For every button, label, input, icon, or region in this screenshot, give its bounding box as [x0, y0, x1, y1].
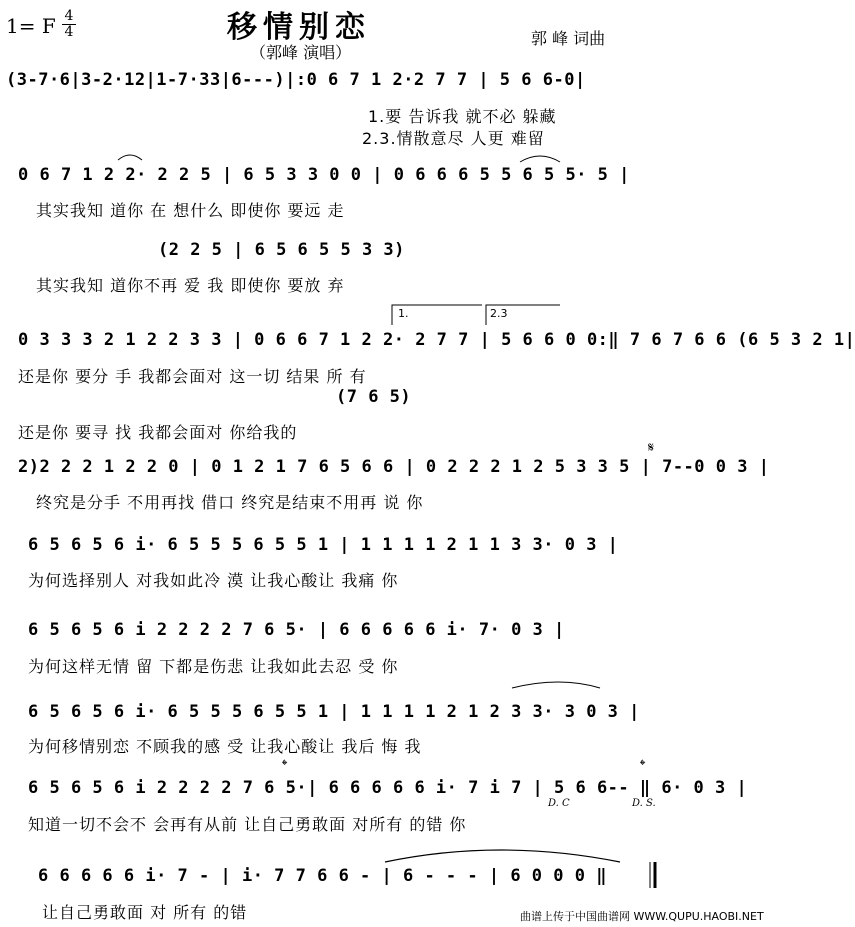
- lyric-row-4: 还是你 要分 手 我都会面对 这一切 结果 所 有: [18, 367, 367, 386]
- performer: （郭峰 演唱）: [250, 43, 352, 62]
- notes-row-7: 6 5 6 5 6 i· 6 5 5 5 6 5 5 1 | 1 1 1 1 2 1 1 3 3· 0 3 |: [28, 535, 619, 555]
- slur-2: [520, 156, 560, 162]
- notes-row-8: 6 5 6 5 6 i 2 2 2 2 7 6 5· | 6 6 6 6 6 i· 7· 0 3 |: [28, 620, 565, 640]
- notes-row-6: 2)2 2 2 1 2 2 0 | 0 1 2 1 7 6 5 6 6 | 0 2 2 2 1 2 5 3 3 5 | 7--0 0 3 |: [18, 457, 770, 477]
- slur-3: [512, 682, 600, 688]
- lyric-row-6: 终究是分手 不用再找 借口 终究是结束不用再 说 你: [36, 493, 424, 512]
- lyric-row-10: 知道一切不会不 会再有从前 让自己勇敢面 对所有 的错 你: [28, 815, 467, 834]
- notes-row-11: 6 6 6 6 6 i· 7 - | i· 7 7 6 6 - | 6 - - - | 6 0 0 0 ‖: [38, 866, 607, 886]
- notes-row-intro: (3-7·6|3-2·12|1-7·33|6---)|:0 6 7 1 2·2 7 7 | 5 6 6-0|: [6, 70, 586, 90]
- slur-1: [118, 155, 142, 160]
- volta-bracket-23: [486, 305, 560, 325]
- lyric-row-9: 为何移情别恋 不顾我的感 受 让我心酸让 我后 悔 我: [28, 737, 422, 756]
- lyric-row-3: 其实我知 道你不再 爱 我 即使你 要放 弃: [36, 276, 345, 295]
- volta-bracket-1: [392, 305, 482, 325]
- segno-icon: 𝄋: [648, 440, 655, 456]
- volta-1-label: 1.: [398, 307, 409, 320]
- notes-row-2: 0 6 7 1 2 2· 2 2 5 | 6 5 3 3 0 0 | 0 6 6 6 5 5 6 5 5· 5 |: [18, 165, 630, 185]
- lyric-row-11: 让自己勇敢面 对 所有 的错: [42, 903, 248, 922]
- coda-icon: 𝄌: [282, 756, 288, 774]
- footer-watermark: 曲谱上传于中国曲谱网 WWW.QUPU.HAOBI.NET: [520, 910, 764, 923]
- lyric-verse-23-line-1: 2.3.情散意尽 人更 难留: [362, 129, 545, 148]
- notes-row-3: (2 2 5 | 6 5 6 5 5 3 3): [158, 240, 405, 260]
- lyric-row-8: 为何这样无情 留 下都是伤悲 让我如此去忍 受 你: [28, 657, 399, 676]
- notes-row-10: 6 5 6 5 6 i 2 2 2 2 7 6 5·| 6 6 6 6 6 i· 7 i 7 | 5 6 6-- ‖ 6· 0 3 |: [28, 778, 748, 798]
- credits: 郭 峰 词曲: [531, 29, 606, 48]
- time-signature-bottom: 4: [64, 24, 74, 40]
- key-signature: 1= F: [6, 14, 56, 38]
- tie-final: [385, 850, 620, 862]
- volta-23-label: 2.3: [490, 307, 508, 320]
- time-signature-top: 4: [64, 8, 74, 24]
- lyric-verse-1-line-1: 1.要 告诉我 就不必 躲藏: [368, 107, 557, 126]
- lyric-row-7: 为何选择别人 对我如此冷 漠 让我心酸让 我痛 你: [28, 571, 399, 590]
- ds-marking: D. S.: [632, 798, 656, 809]
- notes-row-5: (7 6 5): [336, 387, 412, 407]
- notes-row-9: 6 5 6 5 6 i· 6 5 5 5 6 5 5 1 | 1 1 1 1 2 1 2 3 3· 3 0 3 |: [28, 702, 640, 722]
- lyric-row-2: 其实我知 道你 在 想什么 即使你 要远 走: [36, 201, 345, 220]
- coda-icon-end: 𝄌: [640, 756, 646, 774]
- notes-row-4: 0 3 3 3 2 1 2 2 3 3 | 0 6 6 7 1 2 2· 2 7 7 | 5 6 6 0 0:‖ 7 6 7 6 6 (6 5 3 2 1|: [18, 330, 855, 350]
- dc-marking: D. C: [548, 798, 570, 809]
- lyric-row-5: 还是你 要寻 找 我都会面对 你给我的: [18, 423, 298, 442]
- song-title: 移情别恋: [227, 10, 371, 45]
